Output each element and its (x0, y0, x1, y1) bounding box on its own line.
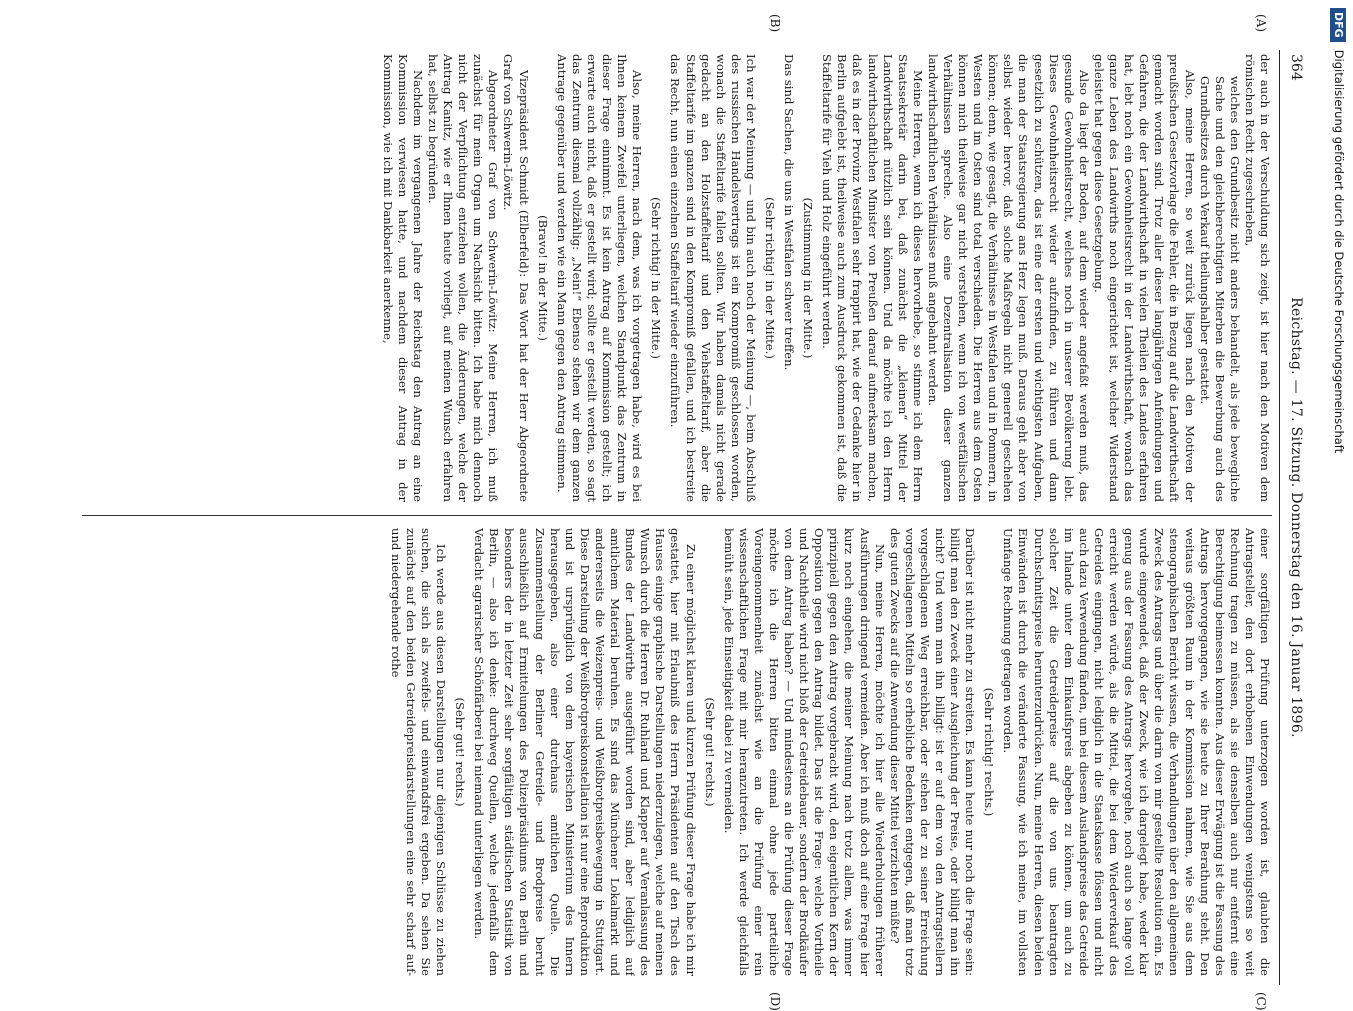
paragraph: Darüber ist nicht mehr zu streiten. Es kann heute nur noch die Frage sein: billigt man den Zweck einer Ausgleichung der Preise, oder billigt man ihn nicht? Und wenn man ihn billigt: ist er auf dem von den Antragstellern vorgeschlagenen Weg erreichbar, oder stehen der zu seiner Erreichung vorgeschlagenen Mitteln so erhebliche Bedenken entgegen, daß man trotz des guten Zwecks auf die Anwendung dieser Mittel verzichten müßte? (887, 528, 978, 976)
column-divider (82, 515, 1272, 516)
paragraph: Zu einer möglichst klaren und kurzen Prüfung dieser Frage habe ich mir gestattet, hier mit Erlaubniß des Herrn Präsidenten auf den Tisch des Hauses einige graphische Darstellungen niederzulegen, welche auf meinen Wunsch durch die Herren Dr. Ruhland und Klapper auf Veranlassung des Bundes der Landwirthe ausgeführt worden sind, aber lediglich auf amtlichem Material beruhen. Es sind das Münchener Lokalmarkt und andererseits die Weizenpreis- und Weißbrotpreisbewegung in Stuttgart. Diese Darstellung der Weißbrotpreiskonstellation ist nur eine Reproduktion und ist ursprünglich von dem bayerischen Ministerium des Innern herausgegeben, also einer durchaus amtlichen Quelle. Die Zusammenstellung der Berliner Getreide- und Brodpreise beruht ausschließlich auf Ermittelungen des Polizeipräsidiums von Berlin und besonders der in letzter Zeit sehr sorgfältigen städtischen Statistik von Berlin, — also ich denke: durchweg Quellen, welche jedenfalls dem Verdacht agrarischer Schönfärberei bei niemand unterliegen werden. (472, 528, 698, 976)
paragraph: Also da liegt der Boden, auf dem wieder angefaßt werden muß, das gesunde Gewohnheitsrecht, welches noch in unserer Bevölkerung lebt. Dieses Gewohnheitsrecht wieder aufzufinden, zu führen und dann gesetzlich zu schützen, das ist eine der ersten und wichtigsten Aufgaben, die man der Staatsregierung ans Herz legen muß. Daraus geht aber von selbst wieder hervor, daß solche Maßregeln nicht generell geschehen können; denn, wie gesagt, die Verhältnisse in Westfalen und in Pommern, in Westen und im Osten sind total verschieden. Die Herren aus dem Osten können mich theilweise gar nicht verstehen, wenn ich von westfälischen Verhältnissen spreche. Also eine Dezentralisation dieser ganzen landwirthschaftlichen Verhältnisse muß angebahnt werden. (925, 54, 1091, 502)
sidebar-text-strip (1328, 8, 1350, 992)
left-column (82, 54, 1272, 502)
page-number: 364 (1288, 54, 1304, 81)
interjection: (Sehr gut! rechts.) (702, 697, 717, 807)
funding-note: Digitalisierung gefördert durch die Deutsche Forschungsgemeinschaft (1332, 49, 1346, 454)
interjection: (Sehr richtig! rechts.) (982, 687, 997, 817)
quote-paragraph: welches den Grundbesitz nicht anders behandelt, als jede bewegliche Sache und den gleichberechtigten Miterben die Bewerbung auch des Grundbesitzes durch Verkauf theilungshalber gestattet. (1197, 76, 1242, 502)
header-rule (1279, 50, 1280, 985)
digitization-sidebar (1328, 8, 1352, 992)
speaker-paragraph: Abgeordneter Graf von Schwerin-Löwitz: Meine Herren, ich muß zunächst für mein Organ um Nachsicht bitten. Ich habe mich dennoch nicht der Verpflichtung entziehen wollen, die Änderungen, welche der Antrag Kanitz, wie er Ihnen heute vorliegt, auf meinen Wunsch erfahren hat, selbst zu begründen. (426, 54, 501, 502)
page-header (1284, 50, 1308, 985)
running-head: Reichstag. — 17. Sitzung. Donnerstag den 16. Januar 1896. (1288, 297, 1304, 738)
rotated-page (52, 14, 1312, 1011)
interjection: (Zustimmung in der Mitte.) (801, 197, 816, 359)
dfg-logo: DFG (1330, 8, 1346, 42)
paragraph: Nun, meine Herren, möchte ich hier alle Wiederholungen früherer Ausführungen dringend vermeiden. Aber ich muß doch auf eine Frage hier kurz noch eingehen, die meiner Meinung nach trotz allem, was immer prinzipiell gegen den Antrag vorgebracht wird, den eigentlichen Kern der Opposition gegen den Antrag bildet. Das ist die Frage: welche Vortheile und Nachtheile wird nicht bloß der Getreidebauer, sondern der Brodkäufer von dem Antrag haben? — Und mindestens an die Prüfung dieser Frage möchte ich die Herren bitten einmal ohne jede parteiliche Voreingenommenheit zunächst wie an die Prüfung einer rein wissenschaftlichen Frage mit mir heranzutreten. Ich werde gleichfalls bemüht sein, jede Einseitigkeit dabei zu vermeiden. (721, 528, 887, 976)
paragraph: Also, meine Herren, so weit zurück liegen nach den Motiven der preußischen Gesetzvorlage die Fehler, die in Bezug auf die Landwirthschaft gemacht worden sind. Trotz aller dieser langjährigen Anfeindungen und Gefahren, die der Landwirthschaft in vielen Theilen des Landes erfahren hat, lebt noch ein Gewohnheitsrecht in der Landwirthschaft, wonach das ganze Leben des Landwirths noch eingerichtet ist, welcher Widerstand geleistet hat gegen diese Gesetzgebung. (1091, 54, 1197, 502)
right-column (82, 528, 1272, 976)
paragraph: Ich war der Meinung — und bin auch noch der Meinung —, beim Abschluß des russischen Handelsvertrags ist ein Kompromiß geschlossen worden, wonach die Staffeltarife fallen sollten. Wir haben damals nicht gerade gedacht an den Holzstaffeltarif und den Viehstaffeltarif, aber die Staffeltarife im ganzen sind in den Kompromiß gefallen, und ich bestreite das Recht, nun einen einzelnen Staffeltarif wieder einzuführen. (668, 54, 758, 502)
margin-marker-c: (C) (1254, 992, 1268, 1011)
interjection: (Sehr richtig! in der Mitte.) (649, 197, 664, 359)
interjection: (Bravo! in der Mitte.) (535, 215, 550, 341)
interjection: (Sehr gut! rechts.) (453, 697, 468, 807)
paragraph: der auch in der Verschuldung sich zeigt, ist hier nach den Motiven dem römischen Recht zugeschrieben, (1242, 54, 1272, 502)
interjection: (Sehr richtig! in der Mitte.) (763, 197, 777, 359)
paragraph: Nachdem im vergangenen Jahre der Reichstag den Antrag an eine Kommission verwiesen hatte, und nachdem dieser Antrag in der Kommission, wie ich mit Dankbarkeit anerkenne, (380, 54, 425, 502)
paragraph: einer sorgfältigen Prüfung unterzogen worden ist, glaubten die Antragsteller, den dort erhobenen Einwendungen wenigstens so weit Rechnung tragen zu müssen, als sie denselben auch nur entfernt eine Berechtigung beimessen konnten. Aus dieser Erwägung ist die Fassung des Antrags hervorgegangen, wie sie heute zu Ihrer Berathung steht. Den weitaus größten Raum in der Kommission nahmen, wie Sie aus dem stenographischen Bericht wissen, die Verhandlungen über den allgemeinen Zweck des Antrags und über die darin von mir gestellte Resolution ein. Es wurde eingewendet, daß der Zweck, wie ich dargelegt habe, weder klar genug aus der Fassung des Antrags hervorgehe, noch auch so lange voll erreicht werden würde, als die Mittel, die bei dem Wiederverkauf des Getreides eingingen, nicht lediglich in die Staatskasse flössen und nicht auch dazu Verwendung fänden, um bei diesem Auslandspreise das Getreide im Inlande unter dem Einkaufspreis abgeben zu können, um auch zu solcher Zeit die Getreidepreise auf die von uns beantragten Durchschnittspreise herunterzudrücken. Nun, meine Herren, diesen beiden Einwänden ist durch die veränderte Fassung, wie ich meine, im vollsten Umfange Rechnung getragen worden. (1001, 528, 1272, 976)
paragraph: Meine Herren, wenn ich dieses hervorhebe, so stimme ich dem Herrn Staatssekretär darin bei, daß zunächst die „kleinen“ Mittel der Landwirthschaft nützlich sein können. Und da möchte ich den Herrn landwirthschaftlichen Minister von Preußen darauf aufmerksam machen, daß es in der Provinz Westfalen sehr frappirt hat, wie der Gedanke hier in Berlin aufgelebt ist, theilweise auch zum Ausdruck gekommen ist, daß die Staffeltarife für Vieh und Holz eingeführt werden. (820, 54, 925, 502)
paragraph: Ich werde aus diesen Darstellungen nur diejenigen Schlüsse zu ziehen suchen, die sich als zweifels- und einwandsfrei ergeben. Da sehen Sie zunächst auf den beiden Getreidepreisdarstellungen eine sehr scharf auf- und niedergehende rothe (388, 528, 449, 976)
paragraph: Das sind Sachen, die uns in Westfalen schwer treffen. (782, 54, 797, 371)
margin-marker-a: (A) (1254, 14, 1268, 33)
paragraph: Also, meine Herren, nach dem, was ich vorgetragen habe, wird es bei Ihnen keinem Zweifel unterliegen, welchen Standpunkt das Zentrum in dieser Frage einnimmt. Es ist kein Antrag auf Kommission gestellt; ich erwarte auch nicht, daß er gestellt wird; sollte er gestellt werden, so sagt das Zentrum diesmal vollzählig: „Nein!“ Ebenso stehen wir dem ganzen Antrage gegenüber und werden wie ein Mann gegen den Antrag stimmen. (554, 54, 645, 502)
margin-marker-d: (D) (768, 992, 782, 1011)
speaker-paragraph: Vizepräsident Schmidt (Elberfeld): Das Wort hat der Herr Abgeordnete Graf von Schwerin-Löwitz. (501, 54, 531, 502)
margin-marker-b: (B) (768, 14, 782, 33)
